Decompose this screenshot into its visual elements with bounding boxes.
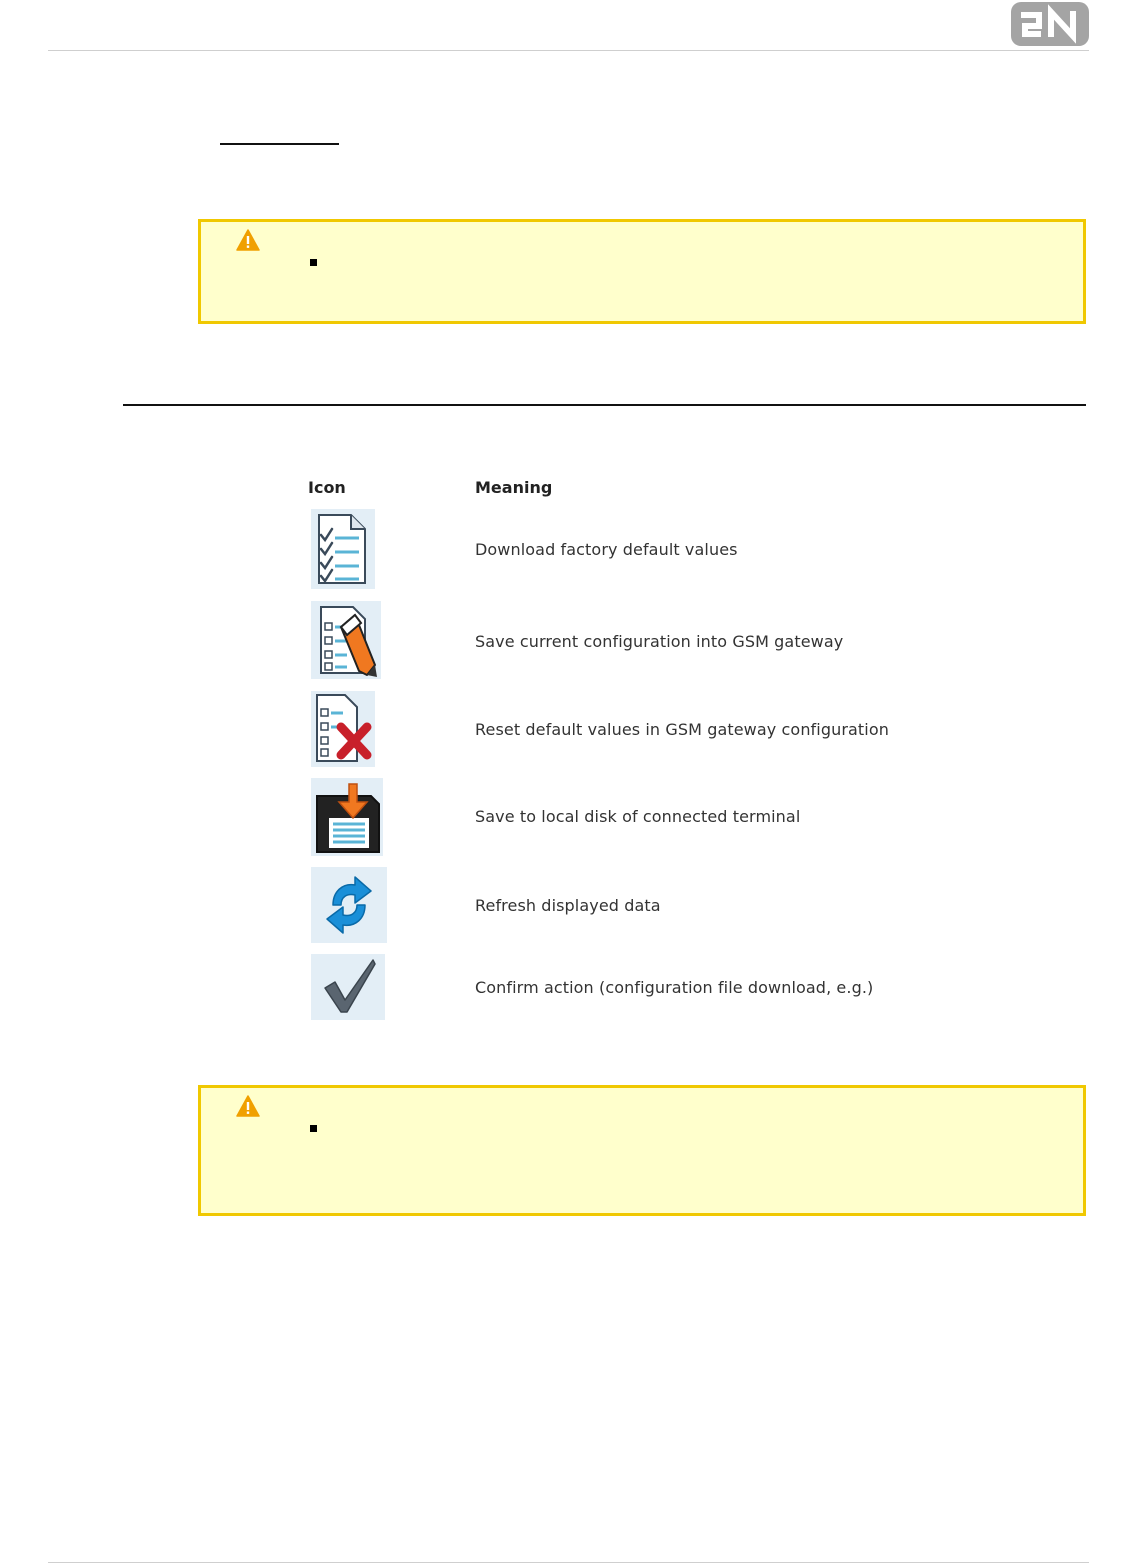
section-link-underline[interactable] (220, 143, 339, 145)
column-header-icon: Icon (308, 478, 346, 497)
section-divider (123, 404, 1086, 406)
brand-logo (1011, 2, 1089, 46)
header-divider (48, 50, 1089, 51)
checkmark-icon[interactable] (311, 954, 385, 1020)
warning-icon (236, 229, 260, 251)
icon-meaning-text: Refresh displayed data (475, 896, 661, 915)
document-red-x-icon[interactable] (311, 691, 375, 767)
bullet-marker (310, 259, 317, 266)
warning-icon (236, 1095, 260, 1117)
document-pencil-icon[interactable] (311, 601, 381, 679)
icon-meaning-text: Confirm action (configuration file download, e.g.) (475, 978, 874, 997)
bullet-marker (310, 1125, 317, 1132)
column-header-meaning: Meaning (475, 478, 553, 497)
icon-meaning-text: Save to local disk of connected terminal (475, 807, 801, 826)
floppy-disk-arrow-icon[interactable] (311, 778, 383, 856)
icon-meaning-text: Reset default values in GSM gateway configuration (475, 720, 889, 739)
refresh-arrows-icon[interactable] (311, 867, 387, 943)
warning-box (198, 219, 1086, 324)
warning-box (198, 1085, 1086, 1216)
checklist-document-icon[interactable] (311, 509, 375, 589)
icon-meaning-text: Save current configuration into GSM gateway (475, 632, 844, 651)
footer-divider (48, 1562, 1089, 1563)
icon-meaning-text: Download factory default values (475, 540, 738, 559)
